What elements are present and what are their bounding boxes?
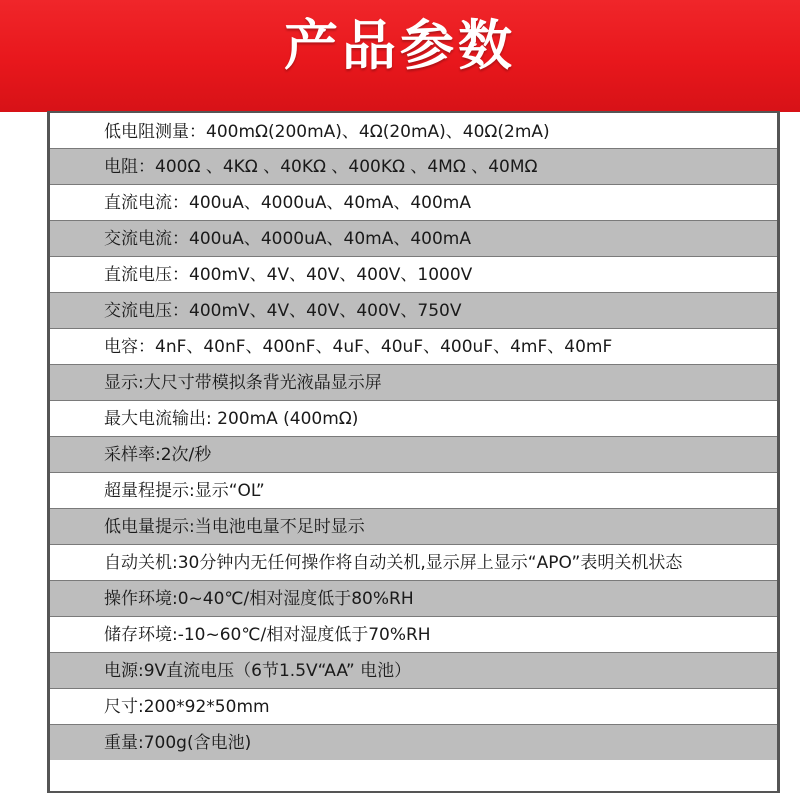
spec-row-weight: 重量:700g(含电池) — [50, 724, 777, 760]
spec-row-sampling-rate: 采样率:2次/秒 — [50, 436, 777, 472]
spec-row-ac-voltage: 交流电压：400mV、4V、40V、400V、750V — [50, 292, 777, 328]
spec-row-ac-current: 交流电流：400uA、4000uA、40mA、400mA — [50, 220, 777, 256]
spec-row-max-current-output: 最大电流输出: 200mA (400mΩ) — [50, 400, 777, 436]
spec-table — [47, 111, 780, 793]
spec-row-display: 显示:大尺寸带模拟条背光液晶显示屏 — [50, 364, 777, 400]
spec-row-dc-current: 直流电流：400uA、4000uA、40mA、400mA — [50, 184, 777, 220]
spec-row-low-resistance: 低电阻测量：400mΩ(200mA)、4Ω(20mA)、40Ω(2mA) — [50, 111, 777, 148]
spec-row-capacitance: 电容：4nF、40nF、400nF、4uF、40uF、400uF、4mF、40mF — [50, 328, 777, 364]
header-banner — [0, 0, 800, 112]
spec-row-power-supply: 电源:9V直流电压（6节1.5V“AA” 电池） — [50, 652, 777, 688]
spec-row-dc-voltage: 直流电压：400mV、4V、40V、400V、1000V — [50, 256, 777, 292]
spec-row-low-battery: 低电量提示:当电池电量不足时显示 — [50, 508, 777, 544]
page-title: 产品参数 — [284, 14, 516, 77]
spec-row-overrange: 超量程提示:显示“OL” — [50, 472, 777, 508]
spec-row-operating-environment: 操作环境:0~40℃/相对湿度低于80%RH — [50, 580, 777, 616]
spec-row-dimensions: 尺寸:200*92*50mm — [50, 688, 777, 724]
spec-row-resistance: 电阻：400Ω 、4KΩ 、40KΩ 、400KΩ 、4MΩ 、40MΩ — [50, 148, 777, 184]
spec-row-storage-environment: 储存环境:-10~60℃/相对湿度低于70%RH — [50, 616, 777, 652]
spec-list — [50, 111, 777, 760]
spec-row-auto-power-off: 自动关机:30分钟内无任何操作将自动关机,显示屏上显示“APO”表明关机状态 — [50, 544, 777, 580]
